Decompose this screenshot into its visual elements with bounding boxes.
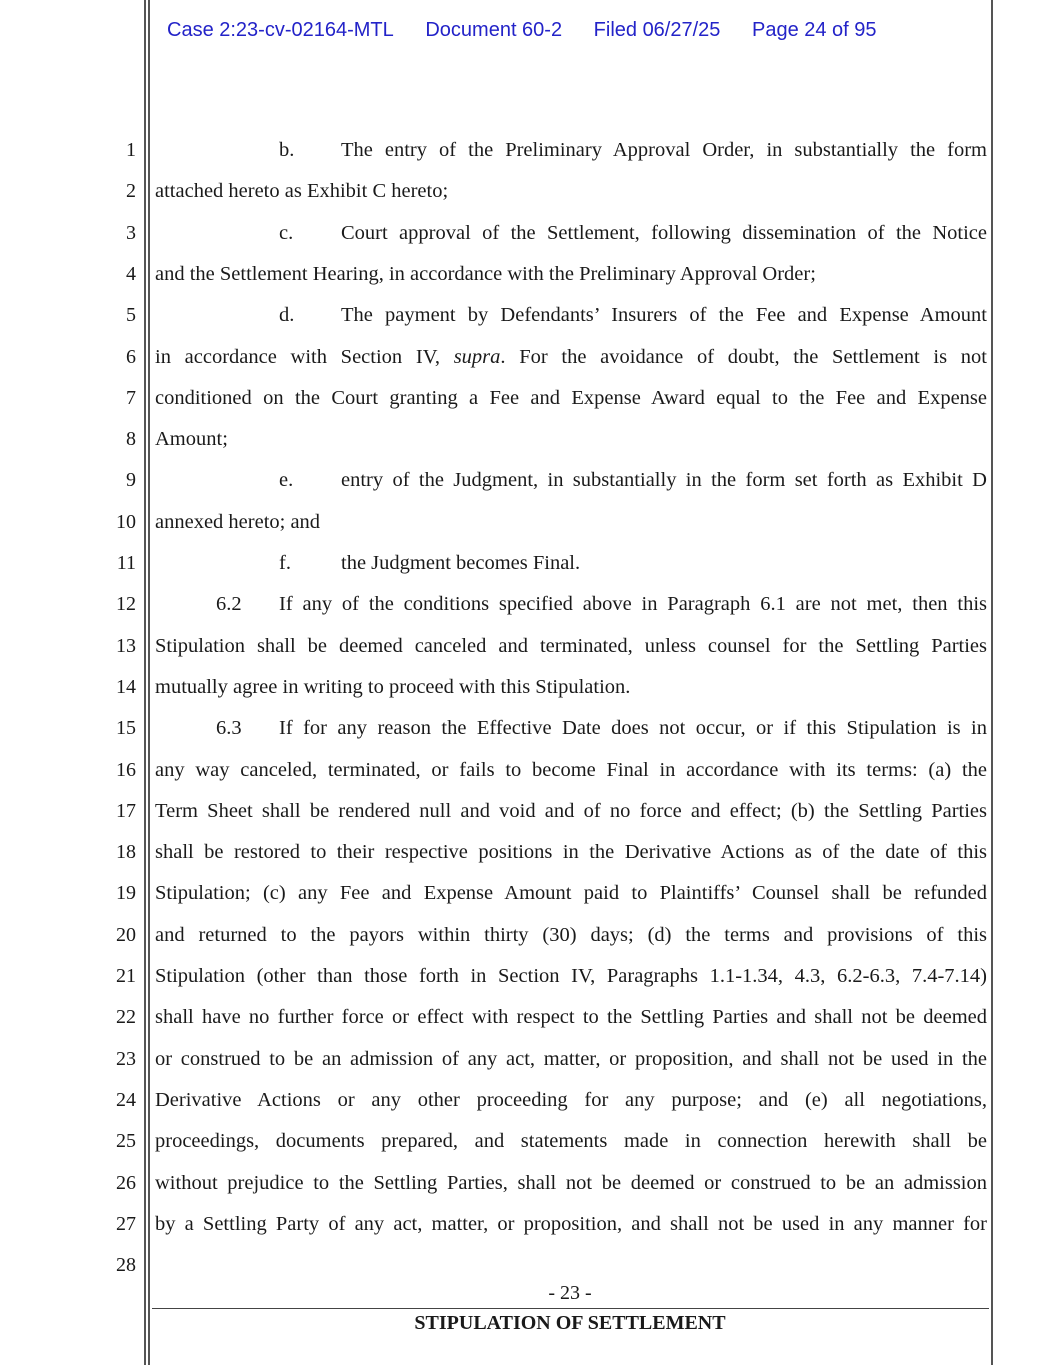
text-line: 6.3 If for any reason the Effective Date does not occur, or if this Stipulation is in bbox=[216, 717, 987, 740]
line-number: 12 bbox=[116, 593, 136, 616]
list-label: d. bbox=[279, 304, 295, 327]
text-line: attached hereto as Exhibit C hereto; bbox=[155, 180, 449, 203]
footer-divider bbox=[152, 1308, 989, 1309]
line-number: 19 bbox=[116, 882, 136, 905]
line-number: 15 bbox=[116, 717, 136, 740]
line-number: 7 bbox=[126, 386, 136, 409]
text-line: Stipulation (other than those forth in Section IV, Paragraphs 1.1-1.34, 4.3, 6.2-6.3, 7.4-7.14) bbox=[155, 965, 987, 987]
line-number: 21 bbox=[116, 965, 136, 987]
text-line: and the Settlement Hearing, in accordance with the Preliminary Approval Order; bbox=[155, 262, 816, 285]
text-line: c. Court approval of the Settlement, following dissemination of the Notice bbox=[279, 221, 987, 244]
line-number: 1 bbox=[126, 139, 136, 161]
text-line: mutually agree in writing to proceed with this Stipulation. bbox=[155, 675, 631, 698]
list-label: f. bbox=[279, 552, 291, 574]
ecf-header bbox=[167, 19, 903, 42]
text-line: shall have no further force or effect with respect to the Settling Parties and shall not be deemed bbox=[155, 1006, 987, 1029]
text-line: f. the Judgment becomes Final. bbox=[279, 552, 581, 574]
line-number: 3 bbox=[126, 221, 136, 244]
text-line: Term Sheet shall be rendered null and void and of no force and effect; (b) the Settling Parties bbox=[155, 799, 987, 822]
text-line: any way canceled, terminated, or fails to become Final in accordance with its terms: (a) the bbox=[155, 758, 987, 781]
list-label: c. bbox=[279, 221, 294, 244]
line-number: 10 bbox=[116, 510, 136, 533]
text-line: Derivative Actions or any other proceeding for any purpose; and (e) all negotiations, bbox=[155, 1088, 987, 1111]
list-label: e. bbox=[279, 469, 294, 492]
list-label: b. bbox=[279, 139, 295, 161]
document-number: Document 60-2 bbox=[425, 19, 563, 41]
text-line: and returned to the payors within thirty (30) days; (d) the terms and provisions of this bbox=[155, 923, 987, 946]
text-line: Amount; bbox=[155, 428, 228, 451]
left-margin-rule-inner bbox=[148, 0, 150, 1365]
line-number: 18 bbox=[116, 841, 136, 864]
italic-term: supra bbox=[453, 345, 501, 368]
right-margin-rule bbox=[991, 0, 993, 1365]
text-line: by a Settling Party of any act, matter, or proposition, and shall not be used in any manner for bbox=[155, 1212, 987, 1235]
page-count: Page 24 of 95 bbox=[751, 19, 877, 41]
line-number: 17 bbox=[116, 799, 136, 822]
line-number: 4 bbox=[126, 262, 136, 285]
document-title: STIPULATION OF SETTLEMENT bbox=[414, 1312, 726, 1334]
line-number: 23 bbox=[116, 1047, 136, 1070]
text-line: annexed hereto; and bbox=[155, 510, 321, 533]
line-number: 5 bbox=[126, 304, 136, 327]
line-number: 13 bbox=[116, 634, 136, 657]
left-margin-rule-outer bbox=[144, 0, 146, 1365]
text-line: in accordance with Section IV, supra. For the avoidance of doubt, the Settlement is not bbox=[155, 345, 987, 368]
paragraph-number: 6.3 bbox=[216, 717, 242, 740]
text-line: Stipulation shall be deemed canceled and terminated, unless counsel for the Settling Parties bbox=[155, 634, 987, 657]
line-number: 2 bbox=[126, 180, 136, 203]
line-number: 9 bbox=[126, 469, 136, 492]
text-line: Stipulation; (c) any Fee and Expense Amount paid to Plaintiffs’ Counsel shall be refunded bbox=[155, 882, 987, 905]
line-number: 11 bbox=[116, 552, 136, 574]
line-number: 14 bbox=[116, 675, 136, 698]
line-number: 28 bbox=[116, 1254, 136, 1277]
text-line: proceedings, documents prepared, and statements made in connection herewith shall be bbox=[155, 1130, 987, 1153]
line-number: 27 bbox=[116, 1212, 136, 1235]
page-number: - 23 - bbox=[548, 1282, 592, 1304]
line-number: 16 bbox=[116, 758, 136, 781]
text-line: d. The payment by Defendants’ Insurers of the Fee and Expense Amount bbox=[279, 304, 987, 327]
case-number: Case 2:23-cv-02164-MTL bbox=[167, 19, 394, 41]
line-number: 24 bbox=[116, 1088, 136, 1111]
text-line: without prejudice to the Settling Parties, shall not be deemed or construed to be an admission bbox=[155, 1171, 987, 1194]
line-number: 26 bbox=[116, 1171, 136, 1194]
text-line: 6.2 If any of the conditions specified above in Paragraph 6.1 are not met, then this bbox=[216, 593, 987, 616]
text-line: shall be restored to their respective positions in the Derivative Actions as of the date of this bbox=[155, 841, 987, 864]
line-number: 20 bbox=[116, 923, 136, 946]
line-number: 25 bbox=[116, 1130, 136, 1153]
line-number: 8 bbox=[126, 428, 136, 451]
text-line: b. The entry of the Preliminary Approval Order, in substantially the form bbox=[279, 139, 987, 161]
text-line: conditioned on the Court granting a Fee and Expense Award equal to the Fee and Expense bbox=[155, 386, 987, 409]
filed-date: Filed 06/27/25 bbox=[593, 19, 721, 41]
text-line: e. entry of the Judgment, in substantially in the form set forth as Exhibit D bbox=[279, 469, 987, 492]
text-line: or construed to be an admission of any act, matter, or proposition, and shall not be used in the bbox=[155, 1047, 987, 1070]
line-number: 22 bbox=[116, 1006, 136, 1029]
paragraph-number: 6.2 bbox=[216, 593, 242, 616]
line-number: 6 bbox=[126, 345, 136, 368]
